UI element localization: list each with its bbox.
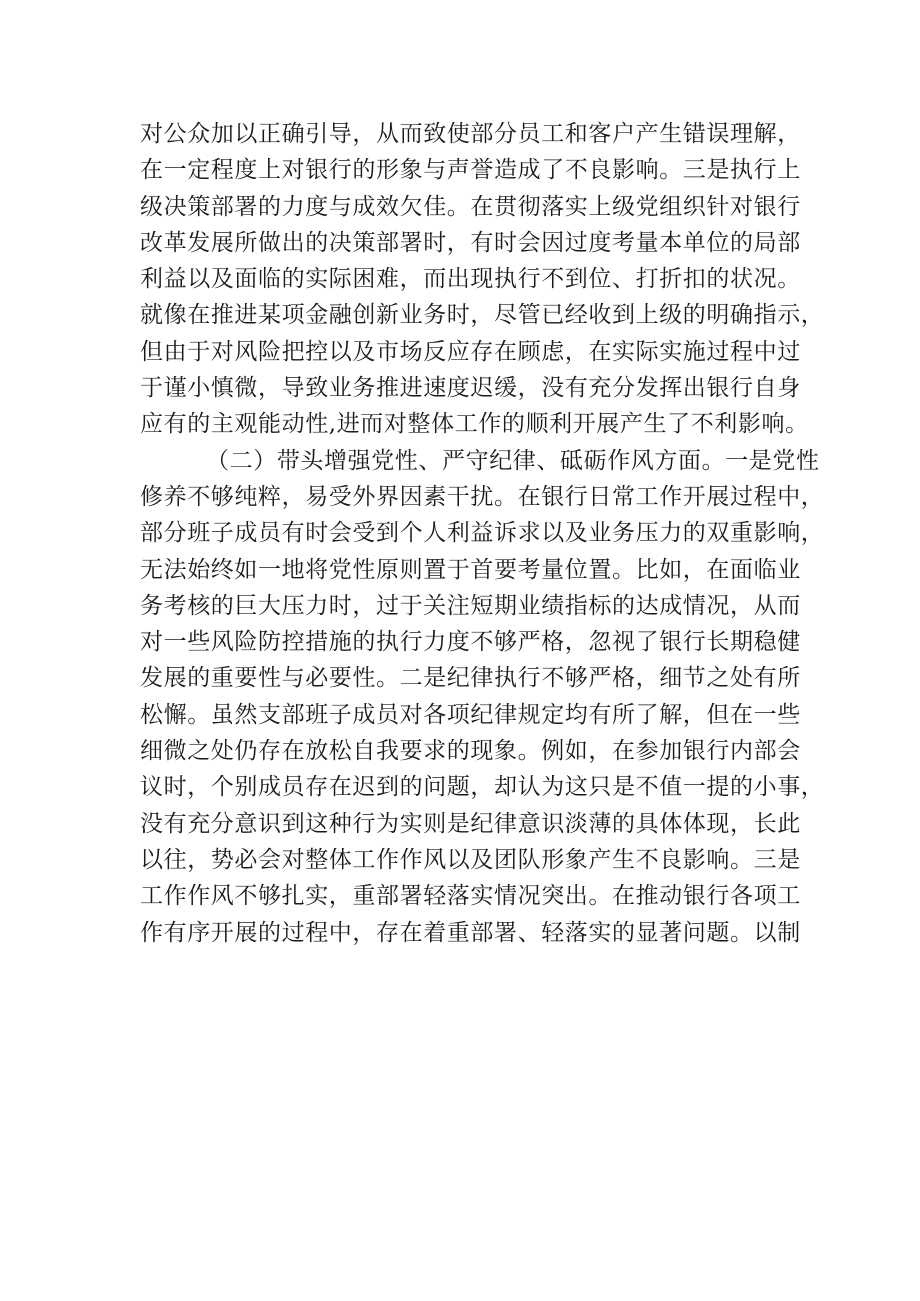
text-line: 对公众加以正确引导，从而致使部分员工和客户产生错误理解， <box>140 121 801 147</box>
text-line: 务考核的巨大压力时，过于关注短期业绩指标的达成情况，从而 <box>140 592 801 619</box>
text-line: 就像在推进某项金融创新业务时，尽管已经收到上级的明确指示， <box>140 302 825 329</box>
text-line: 在一定程度上对银行的形象与声誉造成了不良影响。三是执行上 <box>140 157 801 184</box>
text-line: 以往，势必会对整体工作作风以及团队形象产生不良影响。三是 <box>140 846 801 873</box>
text-line: 修养不够纯粹，易受外界因素干扰。在银行日常工作开展过程中， <box>140 483 825 510</box>
text-line: 但由于对风险把控以及市场反应存在顾虑，在实际实施过程中过 <box>140 338 801 365</box>
text-line: 作有序开展的过程中，存在着重部署、轻落实的显著问题。以制 <box>140 919 801 946</box>
text-line: 改革发展所做出的决策部署时，有时会因过度考量本单位的局部 <box>140 229 801 256</box>
text-line: 细微之处仍存在放松自我要求的现象。例如，在参加银行内部会 <box>140 738 801 765</box>
text-line: 工作作风不够扎实，重部署轻落实情况突出。在推动银行各项工 <box>140 883 801 910</box>
text-line: 于谨小慎微，导致业务推进速度迟缓，没有充分发挥出银行自身 <box>140 375 801 402</box>
text-line: 级决策部署的力度与成效欠佳。在贯彻落实上级党组织针对银行 <box>140 193 801 220</box>
text-line: 应有的主观能动性,进而对整体工作的顺利开展产生了不利影响。 <box>140 411 809 438</box>
text-line: 无法始终如一地将党性原则置于首要考量位置。比如，在面临业 <box>140 556 801 583</box>
text-line: 没有充分意识到这种行为实则是纪律意识淡薄的具体体现，长此 <box>140 810 801 837</box>
text-line: 议时，个别成员存在迟到的问题，却认为这只是不值一提的小事， <box>140 774 825 801</box>
text-line: 发展的重要性与必要性。二是纪律执行不够严格，细节之处有所 <box>140 665 801 692</box>
text-line: 对一些风险防控措施的执行力度不够严格，忽视了银行长期稳健 <box>140 629 801 656</box>
text-line: 松懈。虽然支部班子成员对各项纪律规定均有所了解，但在一些 <box>140 701 801 728</box>
text-line: 部分班子成员有时会受到个人利益诉求以及业务压力的双重影响， <box>140 520 825 547</box>
section-heading-line: （二）带头增强党性、严守纪律、砥砺作风方面。一是党性 <box>206 447 820 474</box>
body-text <box>140 116 825 951</box>
text-line: 利益以及面临的实际困难，而出现执行不到位、打折扣的状况。 <box>140 266 801 293</box>
